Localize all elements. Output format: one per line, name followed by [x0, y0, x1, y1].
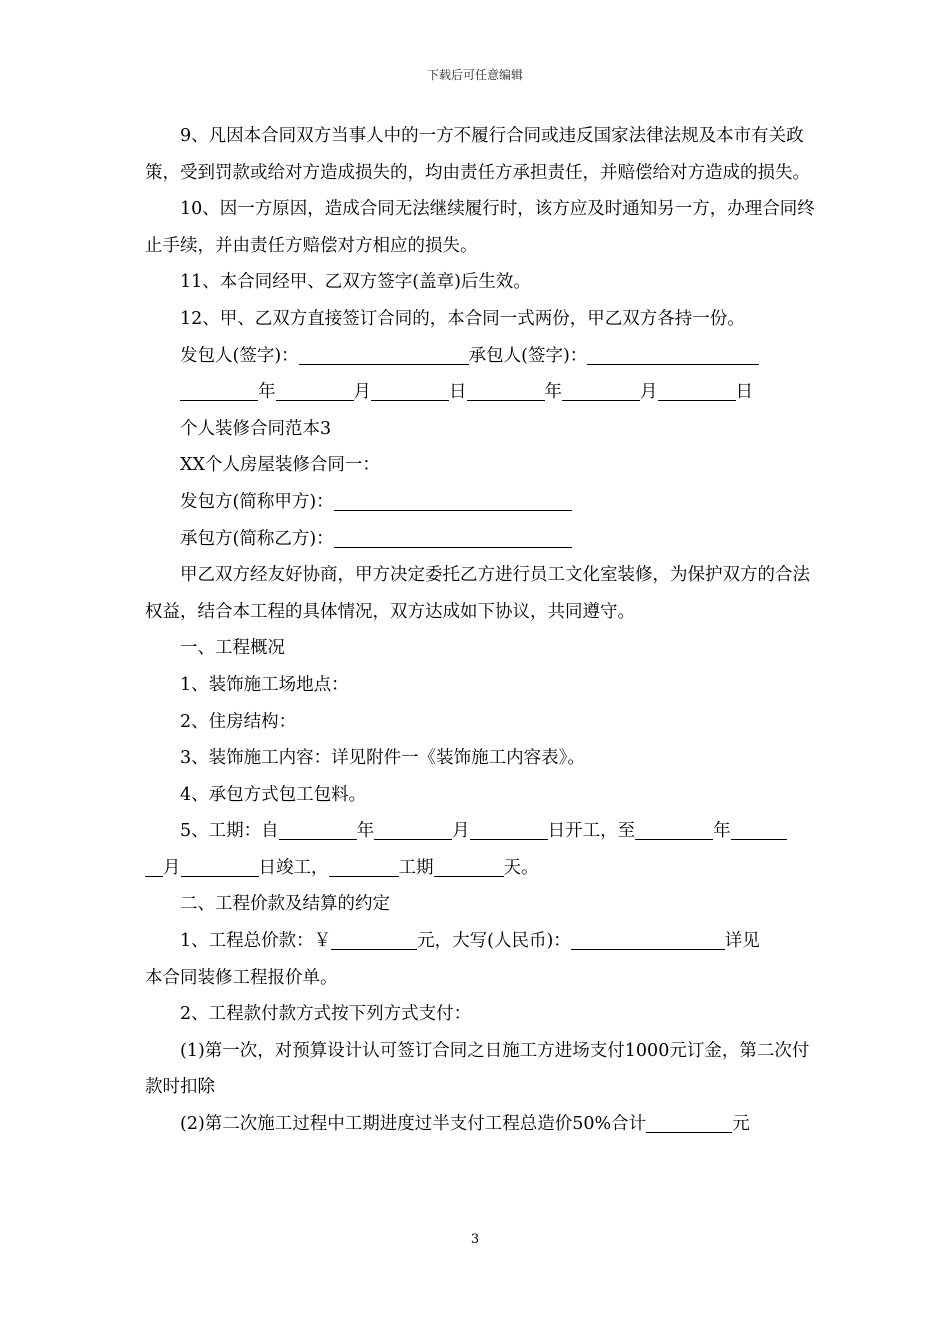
blank [276, 380, 354, 401]
blank [658, 380, 736, 401]
intro-paragraph: 甲乙双方经友好协商，甲方决定委托乙方进行员工文化室装修，为保护双方的合法权益，结合本工程的具体情况，双方达成如下协议，共同遵守。 [145, 565, 810, 622]
days-label: 天。 [503, 857, 539, 878]
contractor-sign-label: 发包人(签字)： [180, 345, 299, 366]
period-label: 工期 [398, 857, 434, 878]
document-body [145, 118, 815, 1143]
item-5-prefix: 5、工期：自 [180, 821, 279, 842]
blank [731, 819, 787, 840]
blank [374, 819, 452, 840]
day-label: 日 [449, 382, 467, 403]
clause-11: 11、本合同经甲、乙双方签字(盖章)后生效。 [180, 272, 531, 293]
payment-first: (1)第一次，对预算设计认可签订合同之日施工方进场支付1000元订金，第二次付款时扣除 [145, 1040, 810, 1098]
item-4: 4、承包方式包工包料。 [180, 784, 367, 805]
contractor-sign-blank [299, 344, 469, 365]
month-label: 月 [163, 857, 181, 878]
blank [145, 856, 163, 877]
item-2: 2、住房结构： [180, 711, 297, 732]
item-3: 3、装饰施工内容：详见附件一《装饰施工内容表》。 [180, 748, 585, 769]
blank [180, 380, 258, 401]
price-suffix: 详见 [724, 931, 760, 952]
heading-2: 二、工程价款及结算的约定 [180, 894, 390, 915]
price-words-blank [571, 929, 725, 950]
contract-title: XX个人房屋装修合同一： [180, 455, 380, 476]
party-a-line [145, 484, 815, 521]
heading-1: 一、工程概况 [180, 638, 285, 659]
party-b-line [145, 521, 815, 558]
month-label: 月 [353, 382, 371, 403]
clause-12: 12、甲、乙双方直接签订合同的，本合同一式两份，甲乙双方各持一份。 [180, 308, 745, 329]
price-line [145, 923, 815, 960]
section-title: 个人装修合同范本3 [180, 418, 332, 439]
year-label: 年 [356, 821, 375, 842]
clause-9: 9、凡因本合同双方当事人中的一方不履行合同或违反国家法律法规及本市有关政策，受到罚款或给对方造成损失的，均由责任方承担责任，并赔偿给对方造成的损失。 [145, 126, 810, 183]
party-b-label: 承包方(简称乙方)： [180, 528, 334, 549]
clause-10: 10、因一方原因，造成合同无法继续履行时，该方应及时通知另一方，办理合同终止手续，并由责任方赔偿对方相应的损失。 [145, 199, 815, 256]
blank [470, 819, 548, 840]
day-label: 日 [735, 382, 753, 403]
start-label: 日开工，至 [547, 821, 636, 842]
yuan-label: 元 [732, 1114, 750, 1135]
blank [279, 819, 357, 840]
month-label: 月 [640, 382, 658, 403]
blank [434, 856, 504, 877]
price-mid: 元，大写(人民币)： [417, 931, 571, 952]
party-b-blank [334, 527, 572, 548]
year-label: 年 [258, 382, 276, 403]
blank [635, 819, 713, 840]
payment-second-text: (2)第二次施工过程中工期进度过半支付工程总造价50%合计 [180, 1114, 647, 1135]
payment-second [145, 1106, 815, 1143]
end-label: 日竣工， [258, 857, 329, 878]
year-label: 年 [713, 821, 731, 842]
party-a-label: 发包方(简称甲方)： [180, 491, 334, 512]
blank [329, 856, 399, 877]
date-line [145, 374, 815, 411]
builder-sign-blank [587, 344, 759, 365]
item-1: 1、装饰施工场地点： [180, 674, 349, 695]
month-label: 月 [452, 821, 470, 842]
item-5-line-1 [145, 813, 815, 850]
item-5-line-2 [145, 850, 815, 887]
payment-method: 2、工程款付款方式按下列方式支付： [180, 1004, 472, 1025]
builder-sign-label: 承包人(签字)： [468, 345, 588, 366]
price-blank [331, 929, 417, 950]
signature-line [145, 338, 815, 375]
year-label: 年 [544, 382, 562, 403]
page-number: 3 [470, 1232, 480, 1247]
blank [467, 380, 545, 401]
party-a-blank [334, 490, 572, 511]
blank [181, 856, 259, 877]
price-line-2: 本合同装修工程报价单。 [145, 967, 338, 988]
blank [371, 380, 449, 401]
price-prefix: 1、工程总价款：￥ [180, 931, 332, 952]
payment-second-blank [646, 1112, 732, 1133]
blank [562, 380, 640, 401]
page-header: 下载后可任意编辑 [426, 68, 523, 82]
